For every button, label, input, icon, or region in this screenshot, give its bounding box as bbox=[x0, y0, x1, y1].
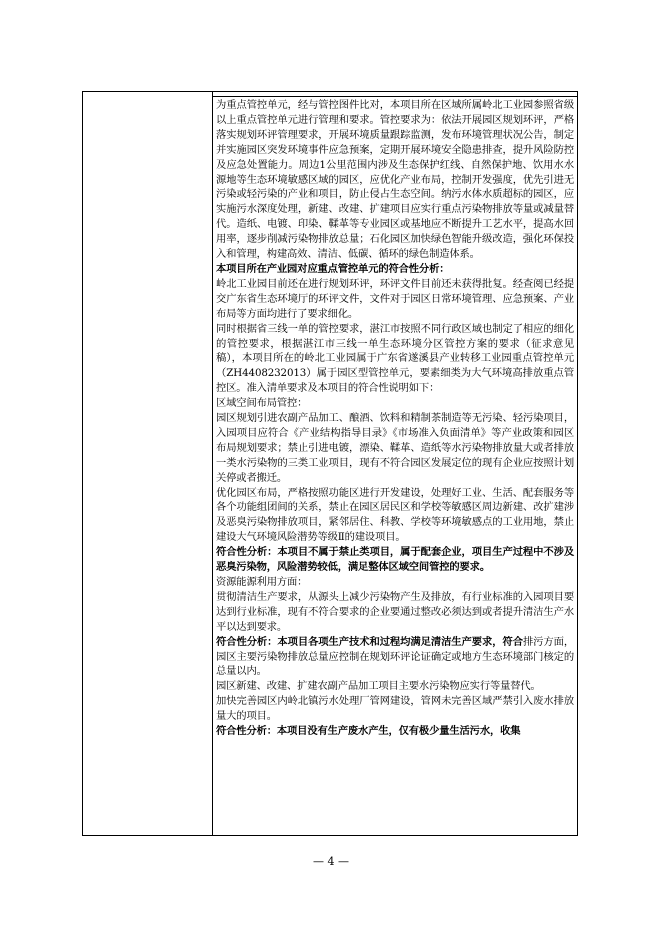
paragraph-11-bold: 符合性分析：本项目各项生产技术和过程均满足清洁生产要求，符合 bbox=[216, 635, 523, 648]
paragraph-9: 资源能源利用方面： bbox=[216, 576, 308, 588]
paragraph-5: 区域空间布局管控： bbox=[216, 397, 308, 410]
paragraph-7: 优化园区布局，严格按照功能区进行开发建设，处理好工业、生活、配套服务等各个功能组团间的关系，禁止在园区居民区和学校等敏感区周边新建、改扩建涉及恶臭污染物排放项目，紧邻居住、科教、学校等环境敏感点的工业用地，禁止建设大气环境风险潜势等级Ⅱ的建设项目。 bbox=[216, 486, 574, 544]
content-table bbox=[82, 91, 578, 836]
paragraph-1: 为重点管控单元，经与管控图件比对，本项目所在区域所属岭北工业园参照省级以上重点管控单元进行管理和要求。管控要求为：依法开展园区规划环评，严格落实规划环评管理要求，开展环境质量跟踪监测，发布环境管理状况公告，制定并实施园区突发环境事件应急预案，定期开展环境安全隐患排查，提升风险防控及应急处置能力。周边1公里范围内涉及生态保护红线、自然保护地、饮用水水源地等生态环境敏感区域的园区，应优化产业布局，控制开发强度，优先引进无污染或轻污染的产业和项目，防止侵占生态空间。纳污水体水质超标的园区，应实施污水深度处理，新建、改建、扩建项目应实行重点污染物排放等量或减量替代。造纸、电镀、印染、鞣革等专业园区或基地应不断提升工艺水平，提高水回用率，逐步削减污染物排放总量；石化园区加快绿色智能升级改造，强化环保投入和管理，构建高效、清洁、低碳、循环的绿色制造体系。 bbox=[216, 99, 574, 261]
paragraph-14-analysis: 符合性分析：本项目没有生产废水产生，仅有极少量生活污水，收集 bbox=[216, 725, 521, 738]
paragraph-11 bbox=[216, 635, 574, 680]
paragraph-3: 岭北工业园目前还在进行规划环评，环评文件目前还未获得批复。经查阅已经提交广东省生态环境厅的环评文件，文件对于园区日常环境管理、应急预案、产业布局等方面均进行了要求细化。 bbox=[216, 277, 574, 320]
paragraph-4: 同时根据省三线一单的管控要求，湛江市按照不同行政区域也制定了相应的细化的管控要求，根据湛江市三线一单生态环境分区管控方案的要求（征求意见稿），本项目所在的岭北工业园属于广东省遂溪县产业转移工业园重点管控单元（ZH4408232013）属于园区型管控单元，要素细类为大气环境高排放重点管控区。准入清单要求及本项目的符合性说明如下： bbox=[216, 322, 574, 395]
paragraph-11-tail: 排污方面，园区主要污染物排放总量应控制在规划环评论证确定或地方生态环境部门核定的总量以内。 bbox=[216, 635, 575, 678]
table-left-column bbox=[83, 92, 213, 835]
page-number: — 4 — bbox=[313, 855, 349, 868]
paragraph-10: 贯彻清洁生产要求，从源头上减少污染物产生及排放，有行业标准的入园项目要达到行业标准，现有不符合要求的企业要通过整改必须达到或者提升清洁生产水平以达到要求。 bbox=[216, 590, 574, 633]
paragraph-6: 园区规划引进农副产品加工、酿酒、饮料和精制茶制造等无污染、轻污染项目，入园项目应符合《产业结构指导目录》《市场准入负面清单》等产业政策和园区布局规划要求；禁止引进电镀，漂染、鞣革、造纸等水污染物排放量大或者排放一类水污染物的三类工业项目，现有不符合园区发展定位的现有企业应按照计划关停或者搬迁。 bbox=[216, 412, 574, 484]
table-text-cell bbox=[216, 98, 574, 739]
paragraph-2-heading: 本项目所在产业园对应重点管控单元的符合性分析： bbox=[216, 262, 450, 275]
paragraph-12: 园区新建、改建、扩建农副产品加工项目主要水污染物应实行等量替代。 bbox=[216, 680, 541, 693]
table-top-row bbox=[213, 92, 577, 97]
paragraph-13: 加快完善园区内岭北镇污水处理厂管网建设，管网未完善区域严禁引入废水排放量大的项目。 bbox=[216, 695, 574, 723]
paragraph-8-analysis: 符合性分析：本项目不属于禁止类项目，属于配套企业，项目生产过程中不涉及恶臭污染物，风险潜势较低，满足整体区域空间管控的要求。 bbox=[216, 546, 574, 574]
